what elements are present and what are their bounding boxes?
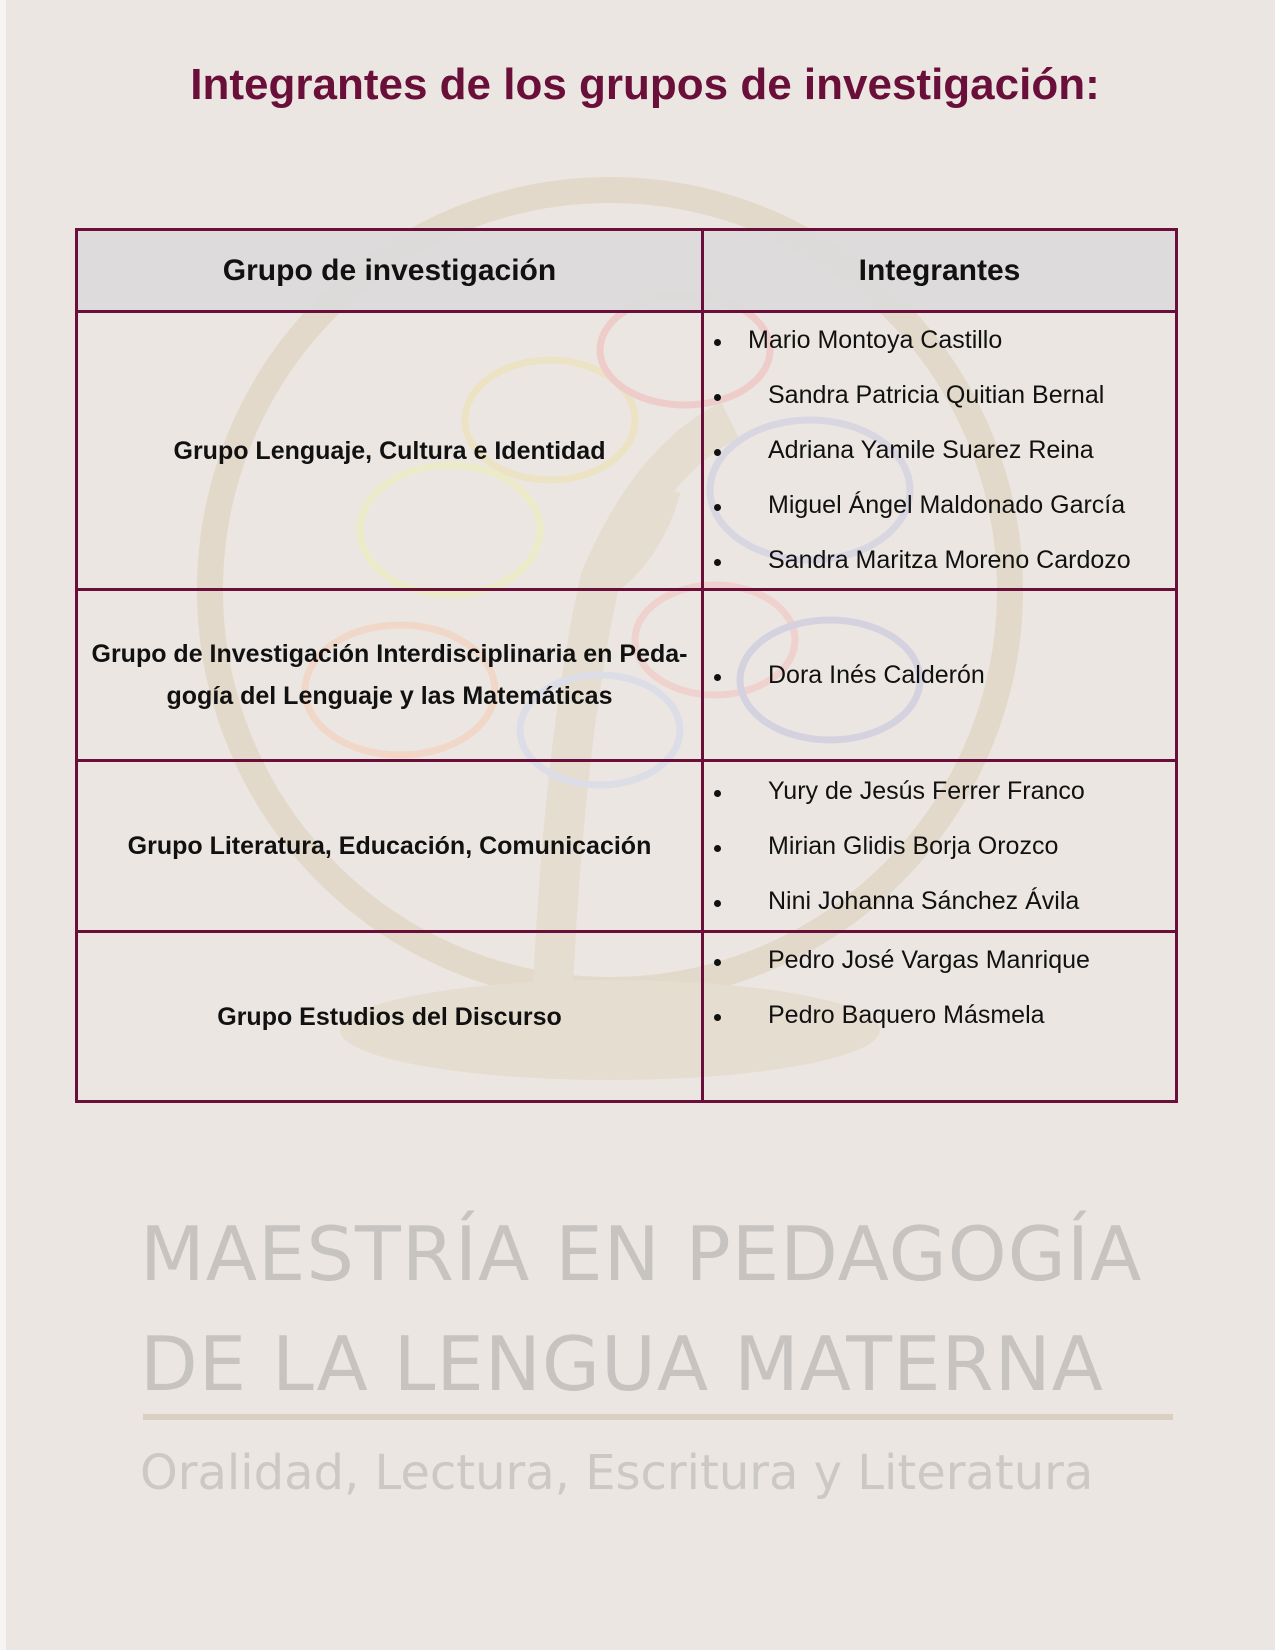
- members-cell: [703, 590, 1177, 761]
- list-item: Miguel Ángel Maldonado García: [704, 478, 1175, 533]
- group-name: Grupo Estudios del Discurso: [77, 932, 703, 1102]
- table-row: [77, 312, 1177, 590]
- member-list: [704, 933, 1175, 1043]
- member-list: [704, 648, 1175, 703]
- table-row: [77, 932, 1177, 1102]
- list-item: Sandra Patricia Quitian Bernal: [704, 368, 1175, 423]
- header-group: Grupo de investigación: [77, 230, 703, 312]
- watermark-title-line1: MAESTRÍA EN PEDAGOGÍA: [140, 1210, 1143, 1298]
- member-list: [704, 764, 1175, 929]
- group-name-line: gogía del Lenguaje y las Matemáticas: [166, 682, 613, 710]
- page-edge: [0, 0, 6, 1650]
- group-name: [77, 590, 703, 761]
- members-cell: [703, 932, 1177, 1102]
- watermark-title-line2: DE LA LENGUA MATERNA: [140, 1320, 1104, 1408]
- group-name: Grupo Lenguaje, Cultura e Identidad: [77, 312, 703, 590]
- list-item: Mario Montoya Castillo: [704, 313, 1175, 368]
- list-item: Yury de Jesús Ferrer Franco: [704, 764, 1175, 819]
- list-item: Nini Johanna Sánchez Ávila: [704, 874, 1175, 929]
- table-row: [77, 590, 1177, 761]
- members-cell: [703, 761, 1177, 932]
- header-members: Integrantes: [703, 230, 1177, 312]
- member-list: [704, 313, 1175, 588]
- list-item: Pedro Baquero Másmela: [704, 988, 1175, 1043]
- members-cell: [703, 312, 1177, 590]
- table-header-row: [77, 230, 1177, 312]
- group-name-line: Grupo de Investigación Interdisciplinaria en Peda-: [91, 640, 688, 668]
- list-item: Adriana Yamile Suarez Reina: [704, 423, 1175, 478]
- list-item: Pedro José Vargas Manrique: [704, 933, 1175, 988]
- group-name: Grupo Literatura, Educación, Comunicación: [77, 761, 703, 932]
- page-title: Integrantes de los grupos de investigación:: [190, 60, 1100, 109]
- watermark-divider: [143, 1414, 1173, 1420]
- list-item: Sandra Maritza Moreno Cardozo: [704, 533, 1175, 588]
- watermark-tagline: Oralidad, Lectura, Escritura y Literatura: [140, 1445, 1094, 1501]
- list-item: Dora Inés Calderón: [704, 648, 1175, 703]
- research-groups-table: [75, 228, 1178, 1103]
- table-row: [77, 761, 1177, 932]
- list-item: Mirian Glidis Borja Orozco: [704, 819, 1175, 874]
